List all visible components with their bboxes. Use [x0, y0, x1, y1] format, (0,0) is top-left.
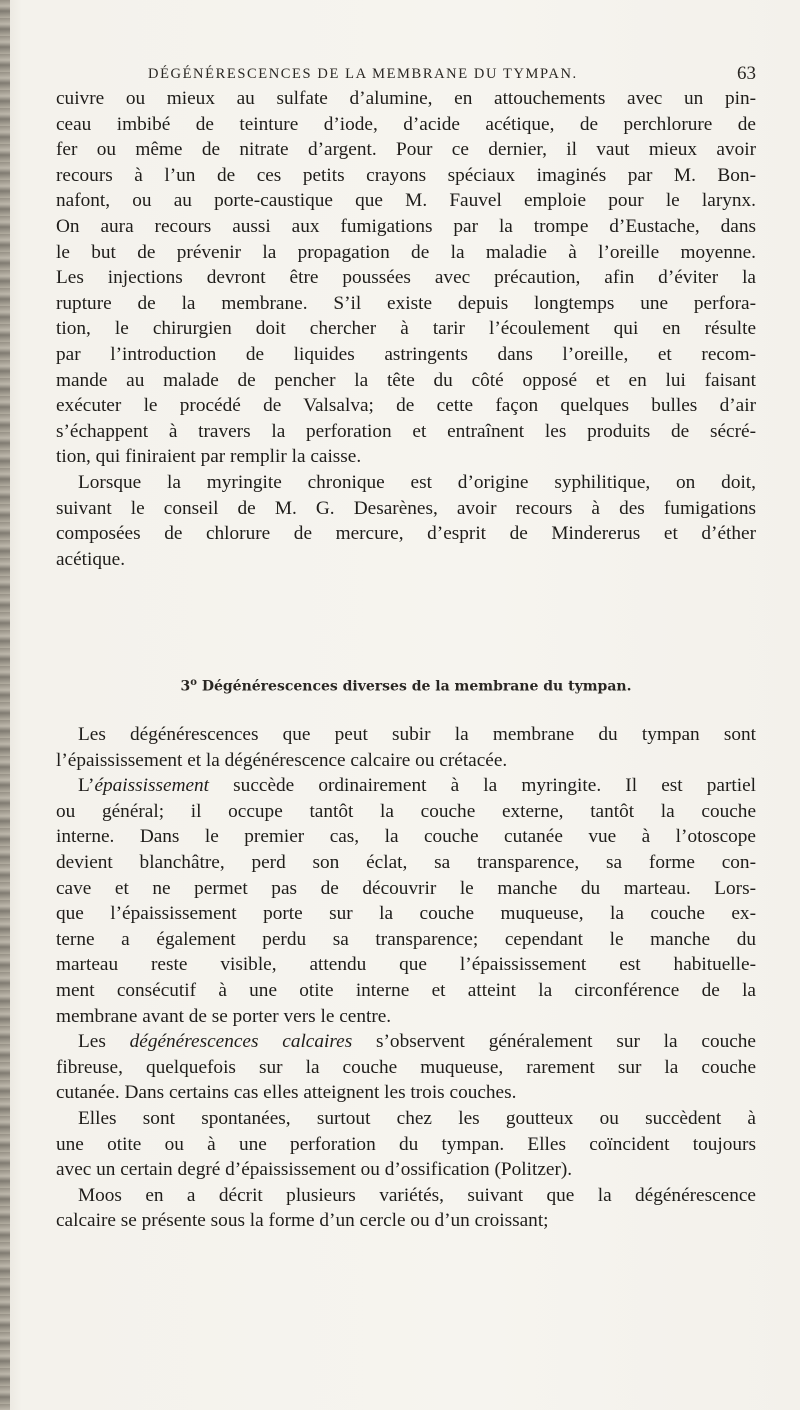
text-line: Moos en a décrit plusieurs variétés, suivant que la dégénérescence: [78, 1184, 756, 1206]
text-line: que l’épaississement porte sur la couche muqueuse, la couche ex-: [56, 903, 756, 925]
text-line: acétique.: [56, 548, 126, 570]
text-line: calcaire se présente sous la forme d’un cercle ou d’un croissant;: [56, 1210, 549, 1232]
page-number: 63: [737, 63, 756, 84]
text-line: devient blanchâtre, perd son éclat, sa transparence, sa forme con-: [56, 851, 756, 873]
text-line: membrane avant de se porter vers le centre.: [56, 1005, 392, 1027]
text-line: L’épaississement succède ordinairement à la myringite. Il est partiel: [78, 775, 756, 797]
text-line: interne. Dans le premier cas, la couche cutanée vue à l’otoscope: [56, 826, 756, 848]
book-binding-edge: [0, 0, 10, 1410]
text-line: rupture de la membrane. S’il existe depuis longtemps une perfora-: [56, 292, 756, 314]
text-line: cuivre ou mieux au sulfate d’alumine, en attouchements avec un pin-: [56, 88, 756, 109]
text-line: cave et ne permet pas de découvrir le manche du marteau. Lors-: [56, 877, 756, 899]
text-line: ment consécutif à une otite interne et atteint la circonférence de la: [56, 979, 756, 1001]
section-number: 3: [180, 678, 191, 695]
text-line: recours à l’un de ces petits crayons spéciaux imaginés par M. Bon-: [56, 164, 756, 186]
text-line: le but de prévenir la propagation de la maladie à l’oreille moyenne.: [56, 241, 756, 263]
text-line: Elles sont spontanées, surtout chez les goutteux ou succèdent à: [78, 1107, 756, 1129]
text-line: une otite ou à une perforation du tympan. Elles coïncident toujours: [56, 1133, 756, 1155]
text-line: ceau imbibé de teinture d’iode, d’acide acétique, de perchlorure de: [56, 113, 756, 135]
text-line: Les dégénérescences que peut subir la membrane du tympan sont: [78, 724, 756, 745]
text-line: Les dégénérescences calcaires s’observent généralement sur la couche: [78, 1031, 756, 1053]
text-line: par l’introduction de liquides astringents dans l’oreille, et recom-: [56, 343, 756, 365]
text-line: nafont, ou au porte-caustique que M. Fauvel emploie pour le larynx.: [56, 190, 756, 212]
text-line: fibreuse, quelquefois sur la couche muqueuse, rarement sur la couche: [56, 1056, 756, 1078]
section-heading: [56, 677, 756, 695]
text-line: terne a également perdu sa transparence; cependant le manche du: [56, 928, 756, 950]
text-line: Les injections devront être poussées avec précaution, afin d’éviter la: [56, 267, 756, 289]
text-line: tion, qui finiraient par remplir la caisse.: [56, 446, 362, 468]
text-line: On aura recours aussi aux fumigations par la trompe d’Eustache, dans: [56, 215, 756, 237]
running-title: DÉGÉNÉRESCENCES DE LA MEMBRANE DU TYMPAN.: [148, 66, 578, 82]
text-line: marteau reste visible, attendu que l’épaississement est habituelle-: [56, 954, 756, 976]
text-line: tion, le chirurgien doit chercher à tarir l’écoulement qui en résulte: [56, 318, 756, 340]
text-line: Lorsque la myringite chronique est d’origine syphilitique, on doit,: [78, 471, 756, 493]
text-line: suivant le conseil de M. G. Desarènes, avoir recours à des fumigations: [56, 497, 756, 519]
text-line: exécuter le procédé de Valsalva; de cette façon quelques bulles d’air: [56, 395, 756, 417]
section-degree-sign: o: [190, 677, 197, 688]
text-line: composées de chlorure de mercure, d’esprit de Mindererus et d’éther: [56, 523, 756, 545]
text-line: avec un certain degré d’épaississement ou d’ossification (Politzer).: [56, 1159, 573, 1181]
text-block-degenerations: [56, 722, 756, 1234]
text-line: cutanée. Dans certains cas elles atteignent les trois couches.: [56, 1082, 517, 1104]
section-title: Dégénérescences diverses de la membrane du tympan.: [201, 678, 632, 695]
text-line: mande au malade de pencher la tête du côté opposé et en lui faisant: [56, 369, 756, 391]
text-block-treatment: [56, 86, 756, 572]
text-line: l’épaississement et la dégénérescence calcaire ou crétacée.: [56, 749, 508, 771]
text-line: s’échappent à travers la perforation et entraînent les produits de sécré-: [56, 420, 756, 442]
text-line: ou général; il occupe tantôt la couche externe, tantôt la couche: [56, 800, 756, 822]
text-line: fer ou même de nitrate d’argent. Pour ce dernier, il vaut mieux avoir: [56, 139, 756, 161]
